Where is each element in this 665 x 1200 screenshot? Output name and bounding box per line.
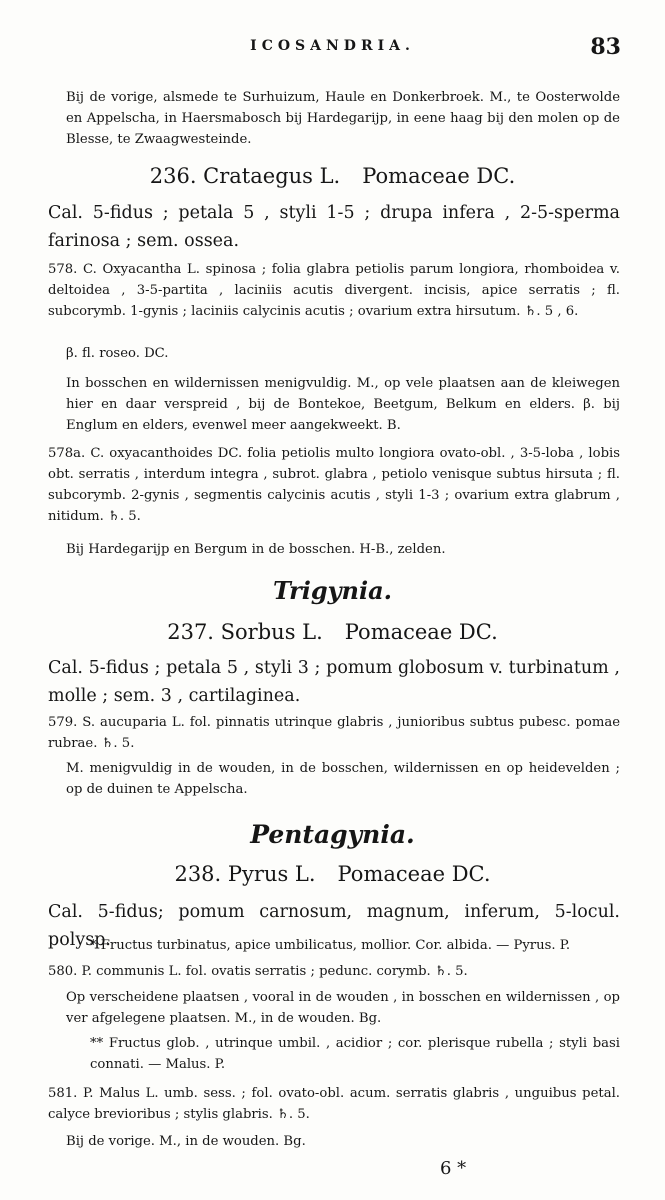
genus-family: Pomaceae DC. (362, 164, 516, 188)
intro-paragraph: Bij de vorige, alsmede te Surhuizum, Haule en Donkerbroek. M., te Oosterwolde en Appelscha, in Haersmabosch bij Hardegarijp, in eene haag bij den molen op de Blesse, te Zwaagwesteinde. (66, 90, 620, 147)
genus-description-crataegus: Cal. 5-fidus ; petala 5 , styli 1-5 ; drupa infera , 2-5-sperma farinosa ; sem. ossea. (48, 203, 620, 251)
genus-heading-crataegus (0, 164, 665, 188)
genus-name: 237. Sorbus L. (167, 620, 323, 644)
page-header-title: ICOSANDRIA. (250, 38, 415, 54)
species-578a-habitat: Bij Hardegarijp en Bergum in de bosschen. H-B., zelden. (66, 542, 446, 557)
species-578-variety: β. fl. roseo. DC. (66, 346, 169, 361)
genus-family: Pomaceae DC. (337, 862, 491, 886)
species-578: 578. C. Oxyacantha L. spinosa ; folia glabra petiolis parum longiora, rhomboidea v. deltoidea , 3-5-partita , laciniis acutis divergent. incisis, apice serratis ; fl. subcorymb. 1-gynis ; laciniis calycinis acutis ; ovarium extra hirsutum. ♄. 5 , 6. (48, 262, 620, 319)
pyrus-note-2: ** Fructus glob. , utrinque umbil. , acidior ; cor. plerisque rubella ; styli basi connati. — Malus. P. (90, 1036, 620, 1072)
species-580-habitat: Op verscheidene plaatsen , vooral in de wouden , in bosschen en wildernissen , op ver afgelegene plaatsen. M., in de wouden. Bg. (66, 990, 620, 1026)
signature-mark: 6 * (440, 1158, 467, 1179)
genus-name: 236. Crataegus L. (149, 164, 341, 188)
genus-description-pyrus: Cal. 5-fidus; pomum carnosum, magnum, inferum, 5-locul. polysp. (48, 902, 620, 950)
species-580: 580. P. communis L. fol. ovatis serratis ; pedunc. corymb. ♄. 5. (48, 964, 468, 979)
genus-description-sorbus: Cal. 5-fidus ; petala 5 , styli 3 ; pomum globosum v. turbinatum , molle ; sem. 3 , cartilaginea. (48, 658, 620, 706)
species-578-habitat: In bosschen en wildernissen menigvuldig. M., op vele plaatsen aan de kleiwegen hier en daar verspreid , bij de Bontekoe, Beetgum, Belkum en elders. β. bij Englum en elders, evenwel meer aangekweekt. B. (66, 376, 620, 433)
genus-family: Pomaceae DC. (344, 620, 498, 644)
pyrus-note-1: * Fructus turbinatus, apice umbilicatus, mollior. Cor. albida. — Pyrus. P. (90, 938, 571, 953)
species-578a: 578a. C. oxyacanthoides DC. folia petiolis multo longiora ovato-obl. , 3-5-loba , lobis obt. serratis , interdum integra , subrot. glabra , petiolo venisque subtus hirsuta ; fl. subcorymb. 2-gynis , segmentis calycinis acutis , styli 1-3 ; ovarium extra glabrum , nitidum. ♄. 5. (48, 446, 620, 524)
species-579-habitat: M. menigvuldig in de wouden, in de bosschen, wildernissen en op heidevelden ; op de duinen te Appelscha. (66, 761, 620, 797)
page-number: 83 (590, 34, 621, 60)
section-title-pentagynia: Pentagynia. (250, 820, 415, 849)
genus-heading-sorbus (0, 620, 665, 644)
genus-name: 238. Pyrus L. (174, 862, 316, 886)
running-header (0, 34, 665, 60)
section-title-trigynia: Trigynia. (272, 576, 393, 605)
genus-heading-pyrus (0, 862, 665, 886)
species-581: 581. P. Malus L. umb. sess. ; fol. ovato-obl. acum. serratis glabris , unguibus petal. calyce brevioribus ; stylis glabris. ♄. 5. (48, 1086, 620, 1122)
species-581-habitat: Bij de vorige. M., in de wouden. Bg. (66, 1134, 306, 1149)
species-579: 579. S. aucuparia L. fol. pinnatis utrinque glabris , junioribus subtus pubesc. pomae rubrae. ♄. 5. (48, 715, 620, 751)
